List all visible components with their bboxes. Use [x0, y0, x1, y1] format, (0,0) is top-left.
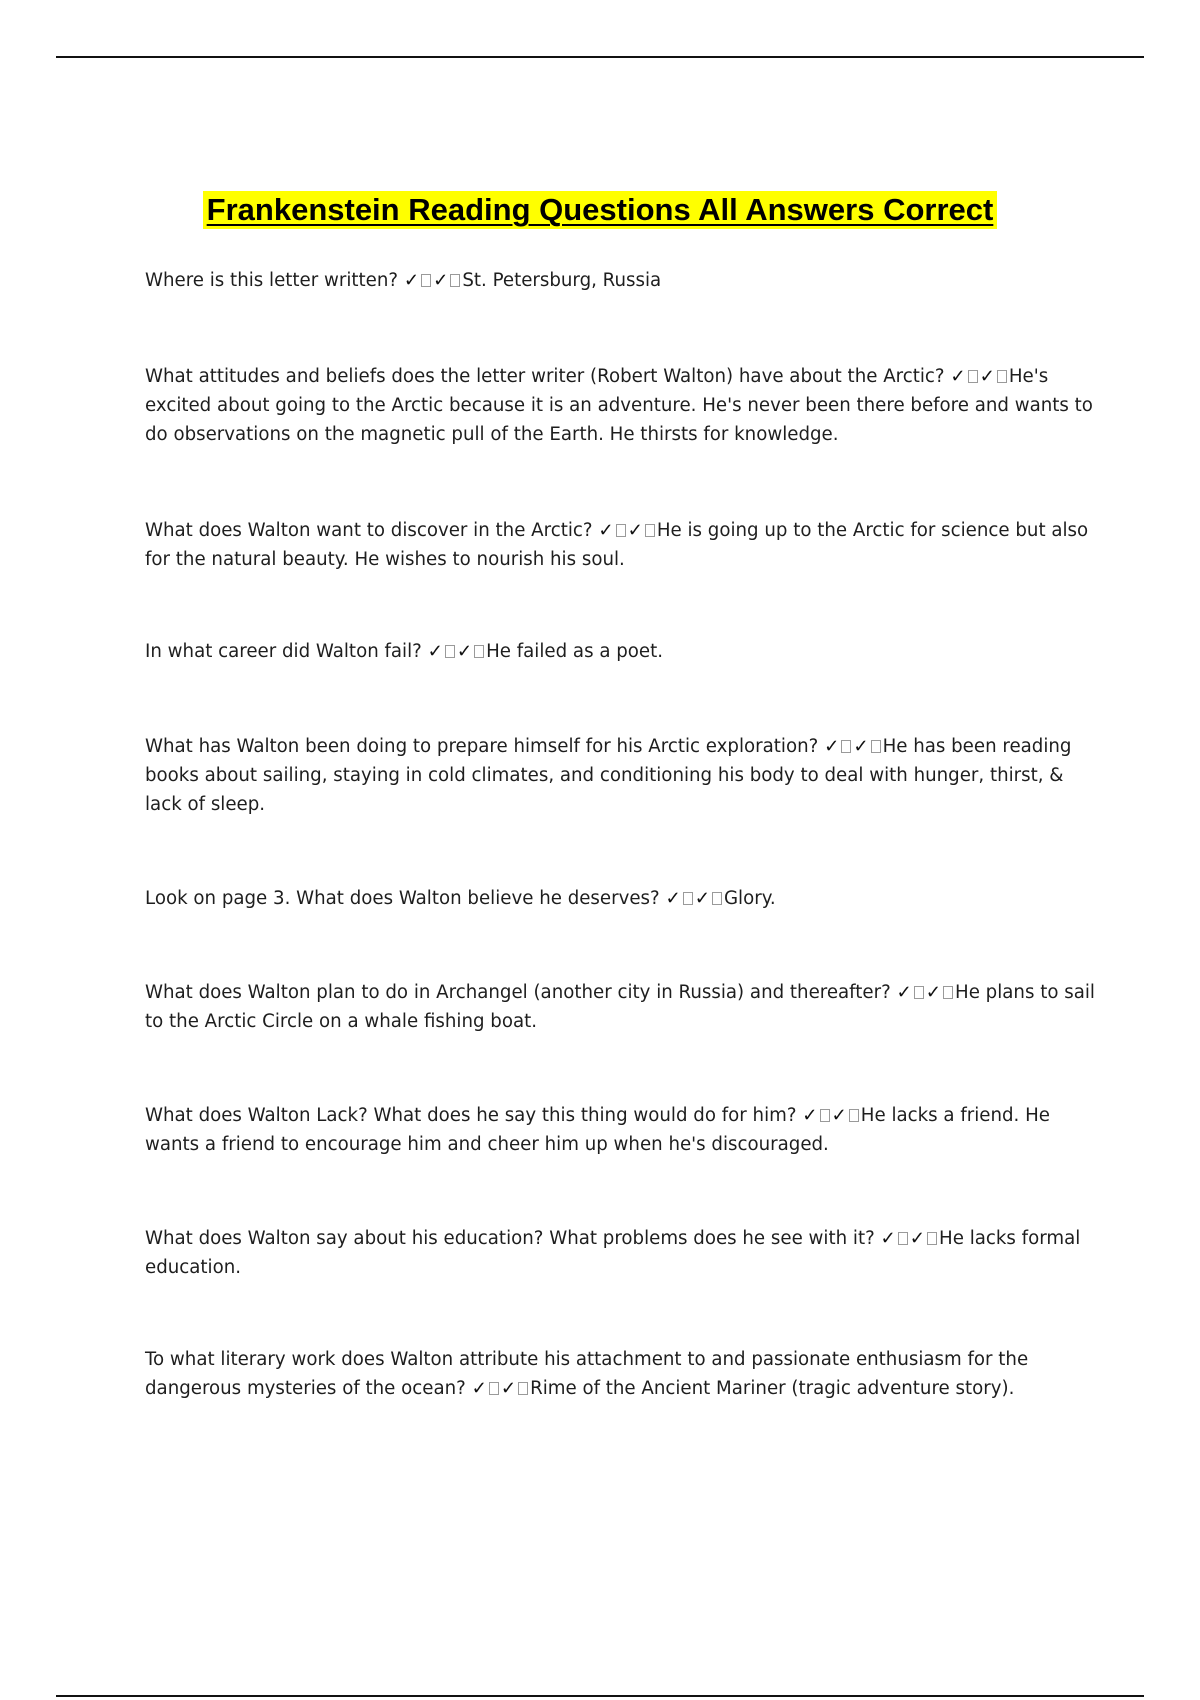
- check-mark-icon: ✓: [433, 270, 449, 291]
- qa-item: [145, 1345, 1095, 1403]
- question-text: What has Walton been doing to prepare himself for his Arctic exploration?: [145, 736, 819, 757]
- missing-glyph-box-icon: [645, 524, 655, 537]
- missing-glyph-box-icon: [616, 524, 626, 537]
- answer-text: He failed as a poet.: [486, 641, 664, 662]
- missing-glyph-box-icon: [820, 1109, 830, 1122]
- check-mark-icon: ✓: [831, 1105, 847, 1126]
- question-text: What does Walton Lack? What does he say this thing would do for him?: [145, 1105, 797, 1126]
- answer-text: He plans to sail to the Arctic Circle on a whale fishing boat.: [145, 982, 1095, 1032]
- question-text: Look on page 3. What does Walton believe he deserves?: [145, 888, 660, 909]
- qa-item: [145, 362, 1095, 449]
- answer-text: He lacks a friend. He wants a friend to encourage him and cheer him up when he's discouraged.: [145, 1105, 1050, 1155]
- missing-glyph-box-icon: [712, 892, 722, 905]
- check-mark-icon: ✓: [471, 1378, 487, 1399]
- missing-glyph-box-icon: [489, 1382, 499, 1395]
- check-mark-icon: ✓: [694, 888, 710, 909]
- bottom-rule: [56, 1695, 1144, 1697]
- document-title: Frankenstein Reading Questions All Answers Correct: [203, 191, 998, 229]
- qa-item: [145, 884, 1095, 913]
- answer-text: St. Petersburg, Russia: [462, 270, 662, 291]
- qa-item: [145, 732, 1095, 819]
- missing-glyph-box-icon: [445, 645, 455, 658]
- answer-text: He has been reading books about sailing, staying in cold climates, and conditioning his body to deal with hunger, thirst, & lack of sleep.: [145, 736, 1072, 815]
- question-text: In what career did Walton fail?: [145, 641, 422, 662]
- qa-item: [145, 1101, 1095, 1159]
- question-text: What does Walton say about his education? What problems does he see with it?: [145, 1228, 875, 1249]
- check-mark-icon: ✓: [598, 520, 614, 541]
- qa-item: [145, 516, 1095, 574]
- missing-glyph-box-icon: [683, 892, 693, 905]
- qa-item: [145, 266, 1095, 295]
- missing-glyph-box-icon: [914, 986, 924, 999]
- missing-glyph-box-icon: [898, 1232, 908, 1245]
- missing-glyph-box-icon: [421, 274, 431, 287]
- qa-item: [145, 637, 1095, 666]
- answer-text: He lacks formal education.: [145, 1228, 1081, 1278]
- check-mark-icon: ✓: [403, 270, 420, 291]
- qa-item: [145, 978, 1095, 1036]
- question-text: What does Walton plan to do in Archangel (another city in Russia) and thereafter?: [145, 982, 891, 1003]
- check-mark-icon: ✓: [896, 982, 912, 1003]
- check-mark-icon: ✓: [824, 736, 840, 757]
- missing-glyph-box-icon: [871, 740, 881, 753]
- title-block: [0, 191, 1200, 229]
- question-text: Where is this letter written?: [145, 270, 399, 291]
- missing-glyph-box-icon: [968, 370, 978, 383]
- check-mark-icon: ✓: [500, 1378, 517, 1399]
- missing-glyph-box-icon: [943, 986, 953, 999]
- check-mark-icon: ✓: [909, 1228, 926, 1249]
- question-text: To what literary work does Walton attribute his attachment to and passionate enthusiasm for the dangerous mysteries of the ocean?: [145, 1349, 1029, 1399]
- check-mark-icon: ✓: [627, 520, 643, 541]
- missing-glyph-box-icon: [518, 1382, 528, 1395]
- missing-glyph-box-icon: [450, 274, 460, 287]
- check-mark-icon: ✓: [979, 366, 995, 387]
- question-text: What does Walton want to discover in the Arctic?: [145, 520, 593, 541]
- answer-text: He's excited about going to the Arctic because it is an adventure. He's never been there before and wants to do observations on the magnetic pull of the Earth. He thirsts for knowledge.: [145, 366, 1093, 445]
- missing-glyph-box-icon: [474, 645, 484, 658]
- top-rule: [56, 56, 1144, 58]
- missing-glyph-box-icon: [849, 1109, 859, 1122]
- check-mark-icon: ✓: [802, 1105, 818, 1126]
- check-mark-icon: ✓: [665, 888, 681, 909]
- missing-glyph-box-icon: [927, 1232, 937, 1245]
- answer-text: Glory.: [723, 888, 776, 909]
- answer-text: He is going up to the Arctic for science but also for the natural beauty. He wishes to nourish his soul.: [145, 520, 1089, 570]
- check-mark-icon: ✓: [456, 641, 473, 662]
- missing-glyph-box-icon: [997, 370, 1007, 383]
- check-mark-icon: ✓: [427, 641, 443, 662]
- check-mark-icon: ✓: [853, 736, 869, 757]
- check-mark-icon: ✓: [925, 982, 942, 1003]
- answer-text: Rime of the Ancient Mariner (tragic adventure story).: [530, 1378, 1015, 1399]
- question-text: What attitudes and beliefs does the letter writer (Robert Walton) have about the Arctic?: [145, 366, 945, 387]
- check-mark-icon: ✓: [880, 1228, 896, 1249]
- check-mark-icon: ✓: [950, 366, 966, 387]
- missing-glyph-box-icon: [841, 740, 851, 753]
- qa-item: [145, 1224, 1095, 1282]
